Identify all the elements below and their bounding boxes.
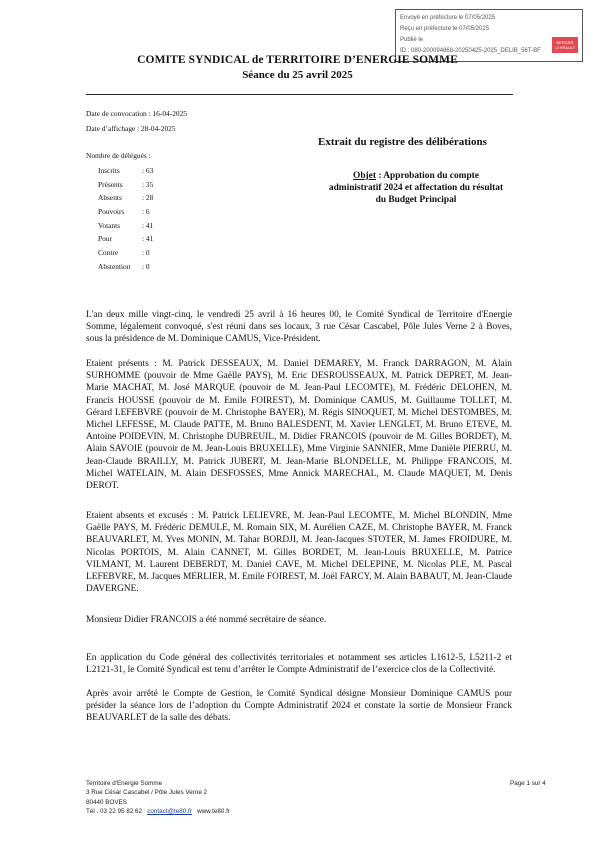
- code-paragraph: En application du Code général des collectivités territoriales et notamment ses articles L1612-5, L5211-2 et L2121-31, le Comité Syndical est tenu d’arrêter le Compte Administratif de l’exercice clos de la Collectivité.: [86, 653, 512, 676]
- document-title: COMITE SYNDICAL de TERRITOIRE D’ENERGIE SOMME: [137, 54, 458, 66]
- delegues-label: Nombre de délégués :: [86, 151, 151, 160]
- date-convocation: Date de convocation : 16-04-2025: [86, 109, 187, 118]
- delegues-counts: [98, 164, 153, 274]
- secretaire-paragraph: Monsieur Didier FRANCOIS a été nommé secrétaire de séance.: [86, 615, 327, 625]
- objet-block: [326, 171, 506, 206]
- count-row: [98, 232, 153, 246]
- absents-paragraph: Etaient absents et excusés : M. Patrick LELIEVRE, M. Jean-Paul LECOMTE, M. Michel BLONDIN, Mme Gaëlle PAYS, M. Frédéric DEMULE, M. Romain SIX, M. Aurélien CAZE, M. Christophe BAYER, M. Franck BEAUVARLET, M. Yves MONIN, M. Tahar BORDJI, M. Jean-Jacques STOTER, M. James FROIDURE, M. Nicolas PORTOIS, M. Alain CANNET, M. Gilles BORDET, M. Jean-Louis BRUXELLE, M. Patrice VILMANT, M. Laurent DEBERDT, M. Daniel CAVE, M. Michel DELEPINE, M. Nicolas PLE, M. Pascal LEFEBVRE, M. Jacques MERLIER, M. Emile FOIREST, M. Joël FARCY, M. Alain BABAUT, M. Jean-Claude DAVERGNE.: [86, 511, 512, 595]
- count-row: [98, 178, 153, 192]
- count-label: Présents: [98, 179, 123, 189]
- footer-tel: Tél : 03 22 95 82 62: [86, 808, 143, 816]
- count-value: : 0: [142, 261, 150, 271]
- presents-paragraph: Etaient présents : M. Patrick DESSEAUX, M. Daniel DEMAREY, M. Franck DARRAGON, M. Alain SURHOMME (pouvoir de Mme Gaëlle PAYS), M. Eric DESROUSSEAUX, M. Patrick DEPRET, M. Jean-Marie MACHAT, M. José MARQUE (pouvoir de M. Jean-Paul LECOMTE), M. Frédéric DELOHEN, M. Francis HOUSSE (pouvoir de M. Emile FOIREST), M. Dominique CAMUS, M. Guillaume TOLLET, M. Gérard LEFEBVRE (pouvoir de M. Christophe BAYER), M. Régis SINOQUET, M. Michel DESTOMBES, M. Michel LEFESSE, M. Claude PATTE, M. Bruno BALESDENT, M. Xavier LENGLET, M. Bruno ETEVE, M. Antoine POIDEVIN, M. Christophe DUBREUIL, M. Didier FRANCOIS (pouvoir de M. Gilles BORDET), M. Alain SAVOIE (pouvoir de M. Jean-Louis BRUXELLE), Mme Virginie SANNIER, Mme Danièle PIERRU, M. Jean-Claude BRAILLY, M. Patrick JUBERT, M. Jean-Marie BLONDELLE, M. Philippe FRANCOIS, M. Michel WATELAIN, M. Alain DESFOSSES, Mme Annick MARECHAL, M. Claude MAQUET, M. Denis DEROT.: [86, 359, 512, 492]
- count-value: : 6: [142, 207, 150, 217]
- page-number: Page 1 sur 4: [510, 780, 546, 787]
- count-value: : 0: [142, 248, 150, 258]
- header-divider: [86, 94, 513, 95]
- count-row: [98, 246, 153, 260]
- stamp-publie: Publié le: [400, 37, 424, 43]
- footer-contact-line: [86, 807, 230, 816]
- footer-address-line1: 3 Rue César Cascabel / Pôle Jules Verne 2: [86, 789, 208, 797]
- count-value: : 35: [142, 179, 154, 189]
- stamp-recu: Reçu en préfecture le 07/05/2025: [400, 26, 490, 32]
- count-value: : 28: [142, 193, 154, 203]
- footer-org: Territoire d'Energie Somme: [86, 780, 163, 787]
- intro-paragraph: L'an deux mille vingt-cinq, le vendredi 25 avril à 16 heures 00, le Comité Syndical de Territoire d'Energie Somme, légalement convoqué, s'est réuni dans ses locaux, 3 rue César Cascabel, Pôle Jules Verne 2 à Boves, sous la présidence de M. Dominique CAMUS, Vice-Président.: [86, 310, 512, 345]
- count-label: Pour: [98, 234, 112, 244]
- objet-label: Objet: [353, 171, 376, 181]
- count-value: : 41: [142, 234, 154, 244]
- count-row: [98, 219, 153, 233]
- footer-web-link[interactable]: www.te80.fr: [197, 808, 230, 816]
- date-affichage: Date d’affichage : 28-04-2025: [86, 124, 176, 133]
- count-label: Abstention: [98, 261, 131, 271]
- footer: [86, 779, 230, 817]
- extrait-heading: Extrait du registre des délibérations: [318, 136, 487, 148]
- count-row: [98, 205, 153, 219]
- count-label: Absents: [98, 193, 122, 203]
- count-row: [98, 164, 153, 178]
- count-label: Votants: [98, 220, 121, 230]
- compte-paragraph: Après avoir arrêté le Compte de Gestion, le Comité Syndical désigne Monsieur Dominique CAMUS pour présider la séance lors de l’adoption du Compte Administratif 2024 et constate la sortie de Monsieur Franck BEAUVARLET de la salle des débats.: [86, 689, 512, 724]
- count-row: [98, 191, 153, 205]
- count-value: : 63: [142, 166, 154, 175]
- berger-levrault-logo: BERGER LEVRAULT: [552, 37, 578, 53]
- stamp-id: ID : 080-200094868-20250425-2025_DELIB_56T-BF: [400, 48, 541, 54]
- count-row: [98, 260, 153, 274]
- count-label: Contre: [98, 248, 119, 258]
- count-label: Inscrits: [98, 166, 120, 175]
- count-value: : 41: [142, 220, 154, 230]
- objet-text: : Approbation du compte administratif 2024 et affectation du résultat du Budget Principal: [328, 171, 504, 205]
- footer-address-line2: 80440 BOVES: [86, 798, 127, 806]
- seance-date: Séance du 25 avril 2025: [242, 69, 353, 81]
- stamp-envoye: Envoyé en préfecture le 07/05/2025: [400, 15, 496, 21]
- count-label: Pouvoirs: [98, 207, 125, 217]
- footer-email-link[interactable]: contact@te80.fr: [147, 808, 192, 816]
